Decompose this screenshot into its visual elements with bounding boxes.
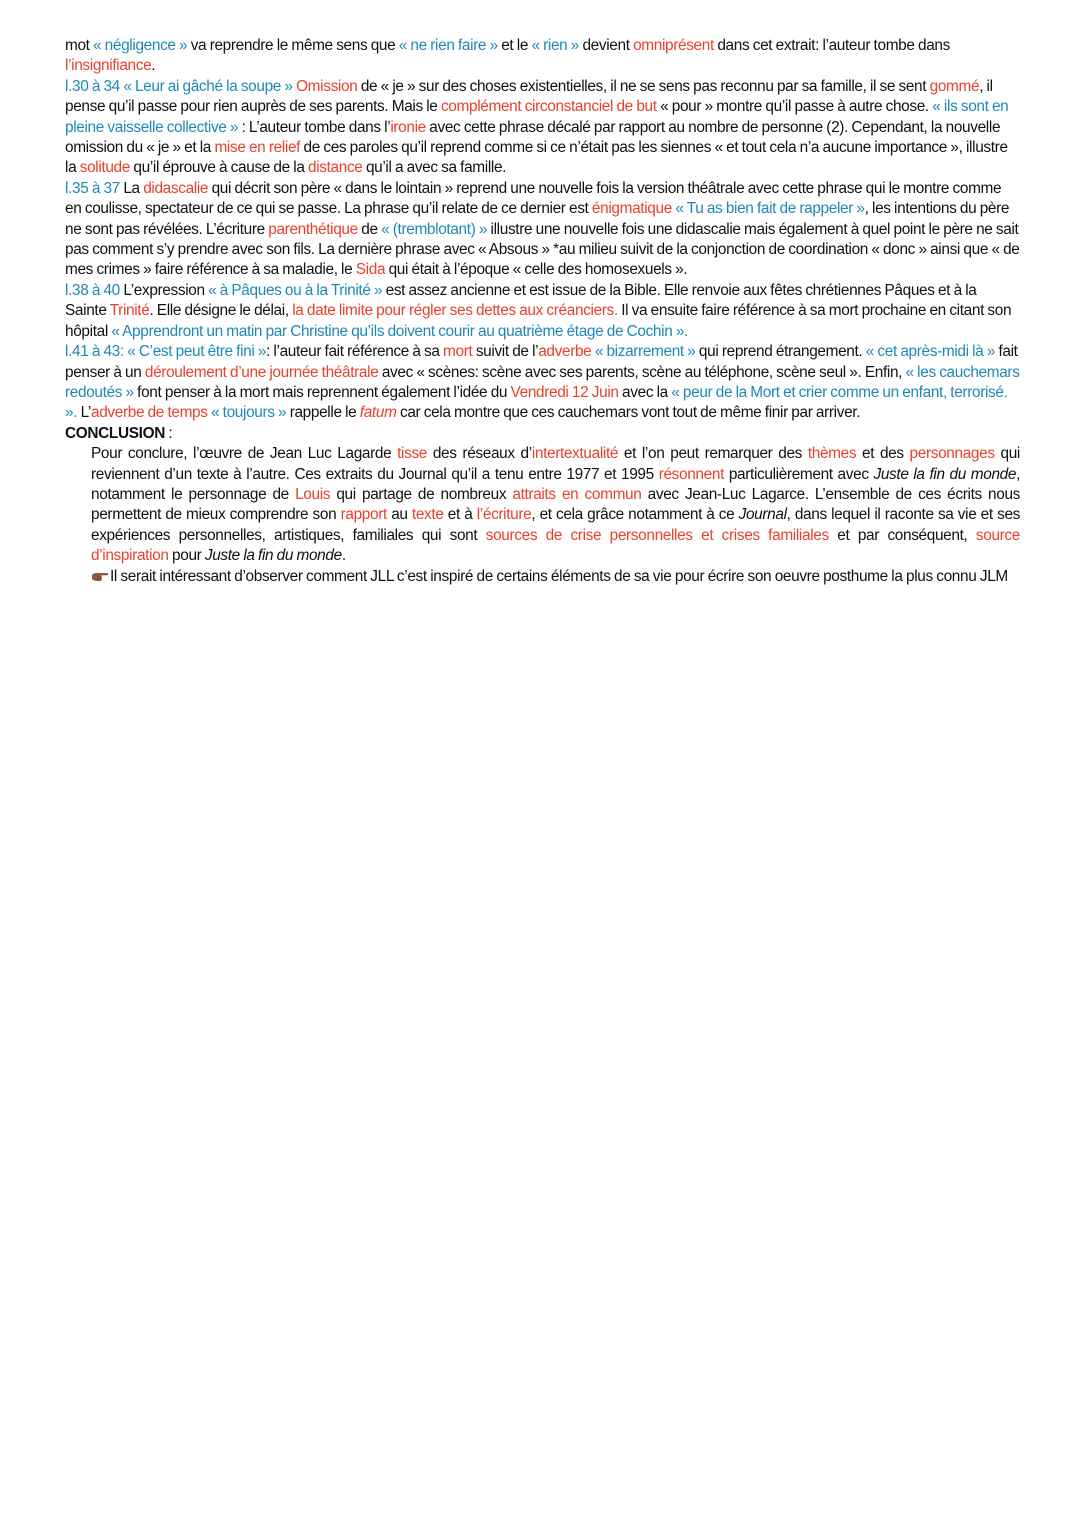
keyword: didascalie bbox=[143, 179, 209, 197]
text: et par conséquent, bbox=[828, 526, 976, 544]
keyword: sources de crise personnelles et crises familiales bbox=[485, 526, 829, 544]
quote: « Apprendront un matin par Christine qu’ils doivent courir au quatrième étage de Cochin ». bbox=[111, 322, 688, 340]
paragraph-lines-35-37 bbox=[65, 179, 1020, 281]
keyword: thèmes bbox=[807, 445, 857, 463]
text: pour bbox=[168, 547, 205, 565]
text: font penser à la mort mais reprennent également l’idée du bbox=[133, 383, 511, 401]
text: , il pense qu’il passe pour rien auprès de ses parents. Mais le bbox=[65, 77, 993, 116]
keyword: énigmatique bbox=[591, 200, 672, 218]
text: . bbox=[341, 547, 346, 565]
keyword: Sida bbox=[355, 261, 386, 279]
text: , notamment le personnage de bbox=[91, 465, 1021, 503]
text: de « je » sur des choses existentielles, il ne se sens pas reconnu par sa famille, il se sent bbox=[357, 77, 930, 95]
paragraph-lines-41-43 bbox=[65, 342, 1020, 424]
text: et des bbox=[856, 445, 910, 463]
text: . bbox=[151, 57, 156, 75]
text: va reprendre le même sens que bbox=[187, 37, 399, 54]
line-reference: l.35 à 37 bbox=[65, 179, 120, 197]
line-reference: l.38 à 40 bbox=[65, 281, 120, 299]
quote: « rien » bbox=[531, 37, 580, 54]
text: Il va ensuite faire référence à sa mort prochaine en citant son hôpital bbox=[65, 302, 1012, 340]
text: au bbox=[386, 506, 412, 524]
text: avec « scènes: scène avec ses parents, scène au téléphone, scène seul ». Enfin, bbox=[378, 363, 906, 381]
text: , les intentions du père ne sont pas révélées. L’écriture bbox=[65, 200, 1010, 238]
text: qu’il éprouve à cause de la bbox=[129, 159, 308, 177]
text: , dans lequel il raconte sa vie et ses expériences personnelles, artistiques, familiales qui sont bbox=[91, 506, 1020, 544]
text: qui décrit son père « dans le lointain » reprend une nouvelle fois la version théâtrale avec cette phrase qui le montre comme en coulisse, spectateur de ce qui se passe. La phrase qu’il relate de ce dernier est bbox=[65, 179, 1002, 218]
final-remark bbox=[91, 567, 1020, 587]
line-reference: l.30 à 34 bbox=[65, 77, 120, 95]
text: et à bbox=[443, 506, 477, 524]
line-reference: l.41 à 43: bbox=[65, 343, 124, 361]
keyword: intertextualité bbox=[531, 445, 619, 463]
keyword: distance bbox=[307, 159, 363, 177]
text: particulièrement avec bbox=[724, 465, 874, 483]
keyword: adverbe de temps bbox=[91, 404, 208, 422]
paragraph-lines-38-40 bbox=[65, 281, 1020, 342]
text: et le bbox=[497, 37, 532, 54]
text: mot bbox=[65, 37, 94, 54]
text: . Elle désigne le délai, bbox=[149, 302, 293, 320]
quote: « peur de la Mort et crier comme un enfant, terrorisé. ». bbox=[65, 383, 1008, 422]
document-page bbox=[65, 36, 1020, 587]
keyword: Trinité bbox=[109, 302, 150, 320]
text: suivit de l’ bbox=[472, 343, 539, 361]
keyword: Louis bbox=[295, 485, 331, 503]
paragraph-negligence bbox=[65, 36, 1020, 77]
text: : bbox=[164, 424, 173, 442]
book-title: Juste la fin du monde bbox=[873, 465, 1017, 483]
pointing-hand-icon bbox=[91, 570, 109, 582]
quote: « négligence » bbox=[93, 37, 188, 54]
text: car cela montre que ces cauchemars vont tout de même finir par arriver. bbox=[396, 404, 861, 422]
quote: « ne rien faire » bbox=[398, 37, 498, 54]
conclusion-heading: CONCLUSION bbox=[65, 424, 165, 442]
keyword: fatum bbox=[359, 404, 397, 422]
text: des réseaux d’ bbox=[427, 445, 532, 463]
text: qui reviennent d’un texte à l’autre. Ces extraits du Journal qu’il a tenu entre 1977 et 1995 bbox=[91, 445, 1020, 483]
keyword: tisse bbox=[397, 445, 428, 463]
book-title: Juste la fin du monde bbox=[204, 547, 342, 565]
keyword: omniprésent bbox=[633, 37, 714, 54]
keyword: parenthétique bbox=[268, 220, 358, 238]
keyword: déroulement d’une journée théâtrale bbox=[144, 363, 379, 381]
quote: « bizarrement » bbox=[591, 343, 696, 361]
text: , et cela grâce notamment à ce bbox=[531, 506, 739, 524]
text: « pour » montre qu’il passe à autre chose. bbox=[656, 98, 933, 116]
text: qu’il a avec sa famille. bbox=[362, 159, 507, 177]
keyword: mort bbox=[443, 343, 473, 361]
keyword: texte bbox=[411, 506, 444, 524]
quote: « Leur ai gâché la soupe » bbox=[119, 77, 297, 95]
text: La bbox=[119, 179, 144, 197]
keyword: Vendredi 12 Juin bbox=[510, 383, 619, 401]
text: fait penser à un bbox=[65, 343, 1018, 381]
keyword: résonnent bbox=[658, 465, 724, 483]
keyword: complément circonstanciel de but bbox=[440, 98, 657, 116]
text: qui partage de nombreux bbox=[330, 485, 513, 503]
quote: « C’est peut être fini » bbox=[123, 343, 267, 361]
quote: « toujours » bbox=[207, 404, 287, 422]
text: qui était à l’époque « celle des homosexuels ». bbox=[385, 261, 688, 279]
quote: « Tu as bien fait de rappeler » bbox=[671, 200, 865, 218]
keyword: la date limite pour régler ses dettes aux créanciers. bbox=[292, 302, 618, 320]
text: de ces paroles qu’il reprend comme si ce n’était pas les siennes « et tout cela n’a aucune importance », illustre la bbox=[65, 139, 1008, 177]
text: illustre une nouvelle fois une didascalie mais également à quel point le père ne sait pas comment s’y prendre avec son fils. La dernière phrase avec « Absous » *au milieu suivit de la conjonction de coordination « donc » ainsi que « de mes crimes » faire référence à sa maladie, le bbox=[65, 220, 1020, 279]
text: Pour conclure, l’œuvre de Jean Luc Lagarde bbox=[91, 445, 398, 463]
text: dans cet extrait: l’auteur tombe dans bbox=[713, 37, 950, 54]
keyword: rapport bbox=[340, 506, 387, 524]
text: est assez ancienne et est issue de la Bible. Elle renvoie aux fêtes chrétiennes Pâques et à la Sainte bbox=[65, 281, 977, 320]
text: devient bbox=[579, 37, 634, 54]
keyword: attraits en commun bbox=[512, 485, 642, 503]
keyword: solitude bbox=[79, 159, 130, 177]
text: avec la bbox=[618, 383, 672, 401]
quote: « cet après-midi là » bbox=[865, 343, 996, 361]
book-title: Journal bbox=[738, 506, 787, 524]
final-remark-text: Il serait intéressant d’observer comment JLL c’est inspiré de certains éléments de sa vie pour écrire son oeuvre posthume la plus connu JLM bbox=[110, 567, 1008, 585]
quote: « ils sont en pleine vaisselle collective » bbox=[65, 98, 1009, 136]
quote: « les cauchemars redoutés » bbox=[65, 363, 1020, 401]
conclusion-body bbox=[65, 444, 1020, 587]
keyword: Omission bbox=[296, 77, 358, 95]
text: L’expression bbox=[119, 281, 209, 299]
paragraph-lines-30-34 bbox=[65, 77, 1020, 179]
text: et l’on peut remarquer des bbox=[618, 445, 808, 463]
keyword: gommé bbox=[929, 77, 980, 95]
keyword: mise en relief bbox=[214, 139, 301, 157]
keyword: adverbe bbox=[538, 343, 592, 361]
keyword: l’écriture bbox=[476, 506, 532, 524]
text: avec Jean-Luc Lagarce. L’ensemble de ces écrits nous permettent de mieux comprendre son bbox=[91, 485, 1020, 524]
conclusion-heading-line bbox=[65, 424, 1020, 444]
text: : l’auteur fait référence à sa bbox=[266, 343, 444, 361]
text: L’ bbox=[77, 404, 91, 422]
keyword: source d’inspiration bbox=[91, 526, 1020, 565]
quote: « (tremblotant) » bbox=[381, 220, 488, 238]
conclusion-paragraph bbox=[91, 444, 1020, 566]
keyword: personnages bbox=[909, 445, 995, 463]
text: avec cette phrase décalé par rapport au nombre de personne (2). Cependant, la nouvelle omission du « je » et la bbox=[65, 118, 1001, 157]
text: rappelle le bbox=[286, 404, 360, 422]
keyword: ironie bbox=[390, 118, 426, 136]
keyword: l’insignifiance bbox=[65, 57, 152, 75]
text: : L’auteur tombe dans l’ bbox=[238, 118, 391, 136]
text: de bbox=[357, 220, 382, 238]
quote: « à Pâques ou à la Trinité » bbox=[208, 281, 383, 299]
text: qui reprend étrangement. bbox=[695, 343, 866, 361]
